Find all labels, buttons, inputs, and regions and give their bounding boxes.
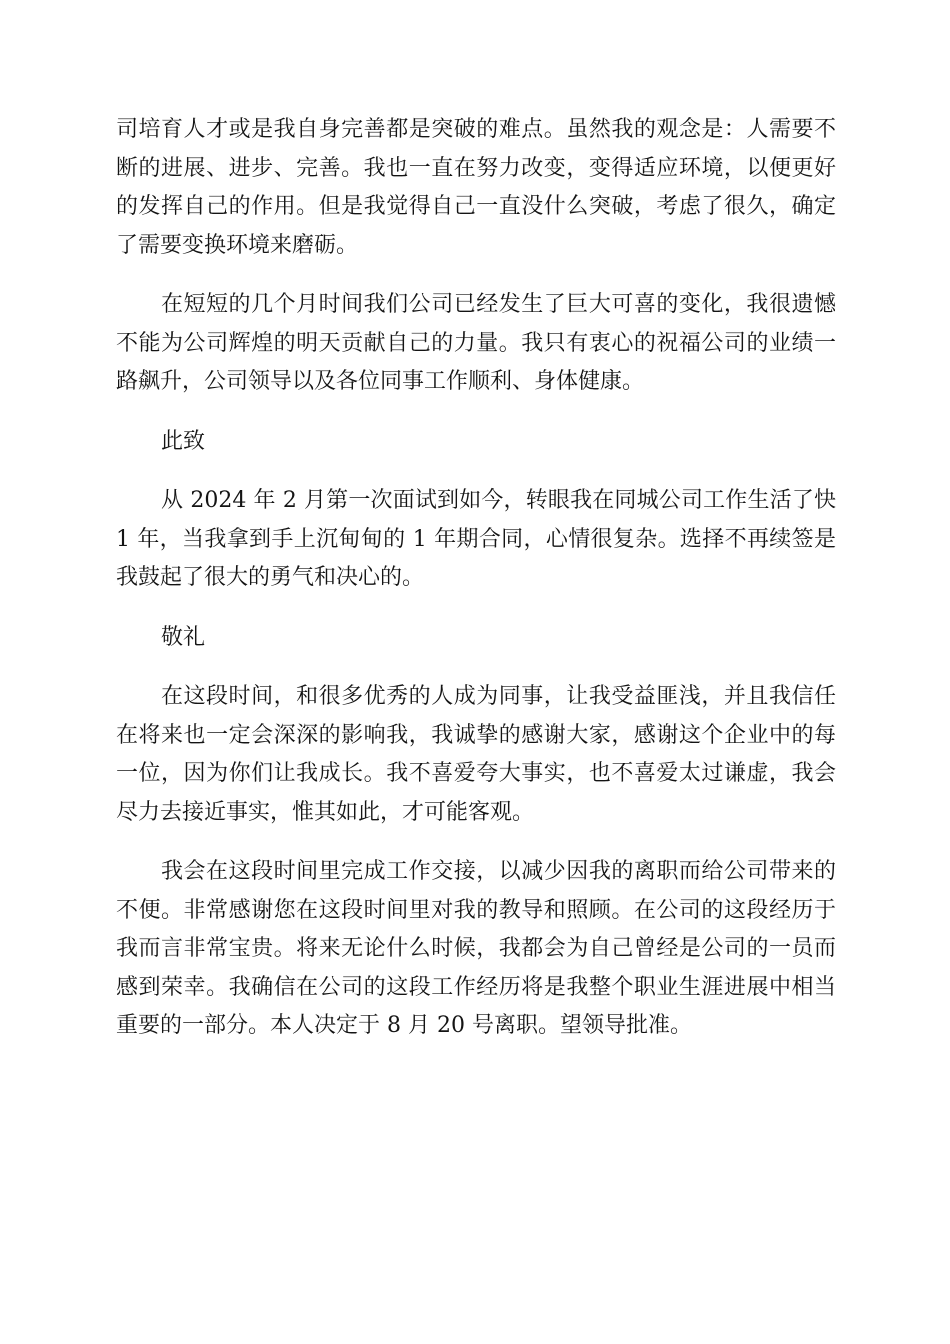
document-body	[116, 111, 836, 1067]
paragraph-gratitude: 在这段时间，和很多优秀的人成为同事，让我受益匪浅，并且我信任在将来也一定会深深的影响我，我诚挚的感谢大家，感谢这个企业中的每一位，因为你们让我成长。我不喜爱夸大事实，也不喜爱太过谦虚，我会尽力去接近事实，惟其如此，才可能客观。	[116, 684, 836, 825]
paragraph-company-change: 在短短的几个月时间我们公司已经发生了巨大可喜的变化，我很遗憾不能为公司辉煌的明天贡献自己的力量。我只有衷心的祝福公司的业绩一路飙升，公司领导以及各位同事工作顺利、身体健康。	[116, 292, 836, 394]
paragraph-contract: 从 2024 年 2 月第一次面试到如今，转眼我在同城公司工作生活了快 1 年，当我拿到手上沉甸甸的 1 年期合同，心情很复杂。选择不再续签是我鼓起了很大的勇气和决心的。	[116, 488, 836, 590]
closing-regards: 敬礼	[161, 624, 206, 650]
closing-salutation: 此致	[161, 428, 206, 454]
paragraph-handover: 我会在这段时间里完成工作交接，以减少因我的离职而给公司带来的不便。非常感谢您在这段时间里对我的教导和照顾。在公司的这段经历于我而言非常宝贵。将来无论什么时候，我都会为自己曾经是公司的一员而感到荣幸。我确信在公司的这段工作经历将是我整个职业生涯进展中相当重要的一部分。本人决定于 8 月 20 号离职。望领导批准。	[116, 859, 836, 1038]
paragraph-continuation: 司培育人才或是我自身完善都是突破的难点。虽然我的观念是：人需要不断的进展、进步、完善。我也一直在努力改变，变得适应环境，以便更好的发挥自己的作用。但是我觉得自己一直没什么突破，考虑了很久，确定了需要变换环境来磨砺。	[116, 117, 836, 258]
